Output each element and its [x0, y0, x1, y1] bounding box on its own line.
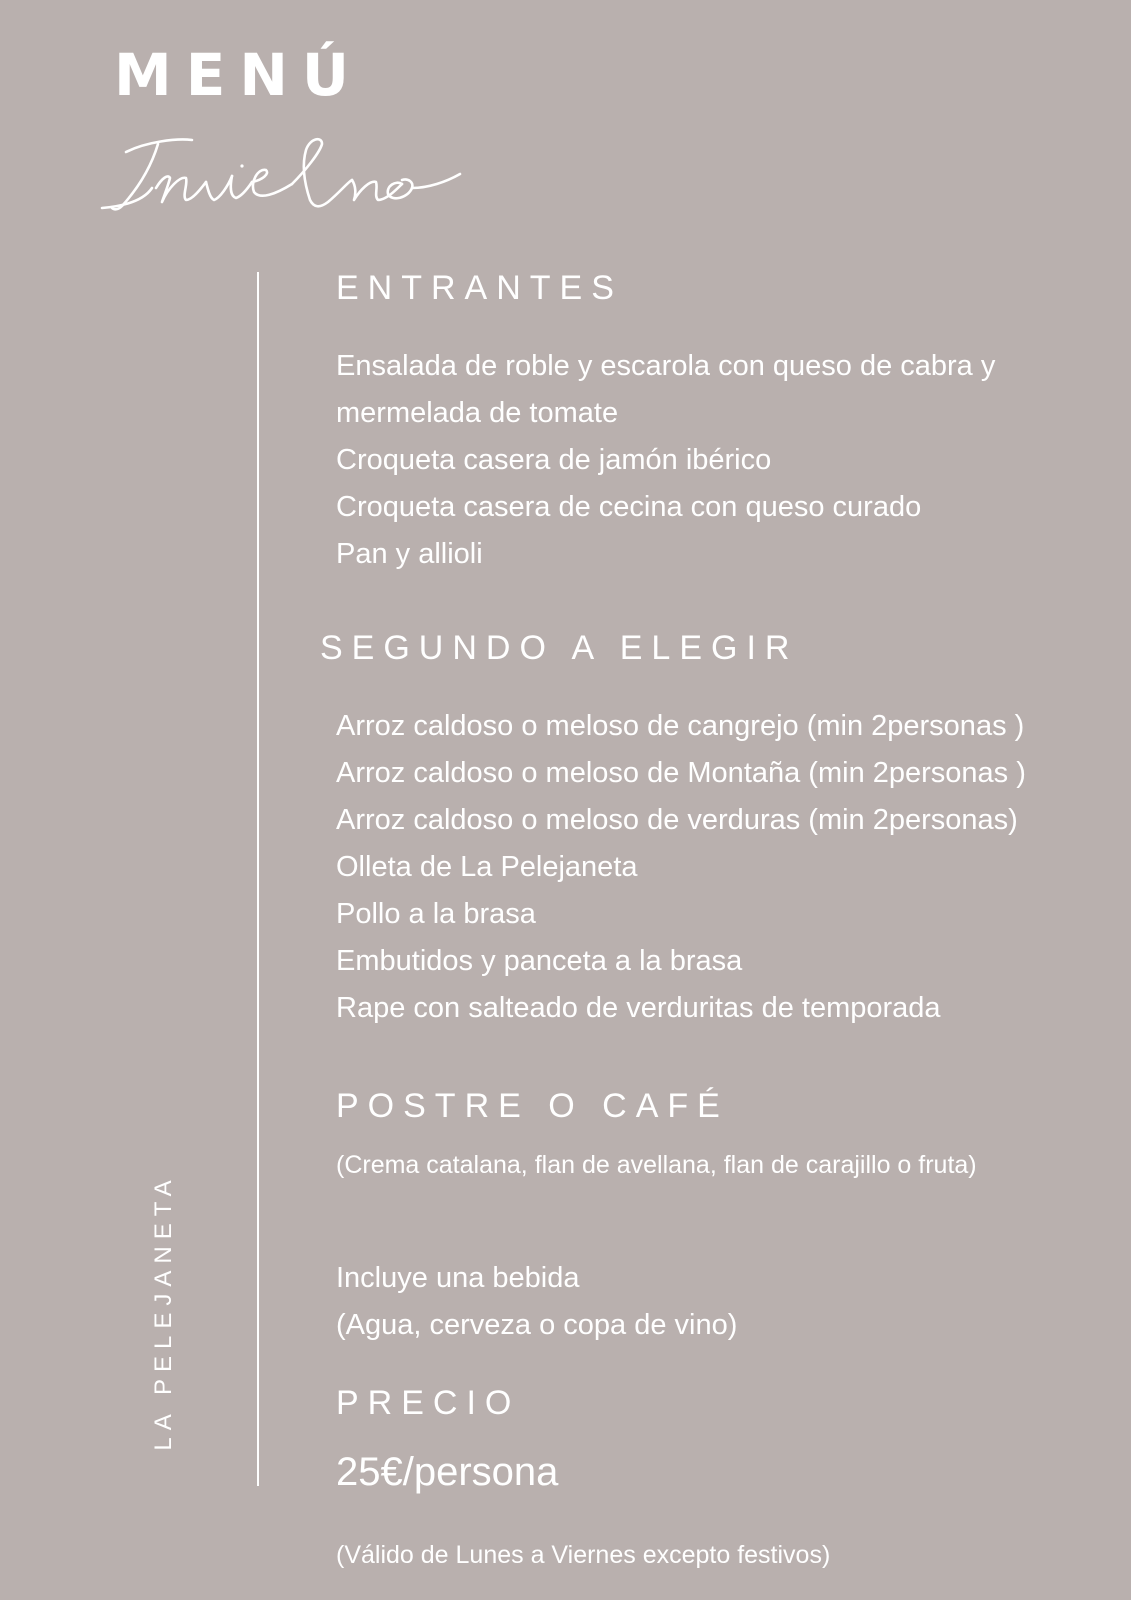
list-item: Croqueta casera de cecina con queso curado	[336, 491, 922, 523]
section-heading-entrantes: ENTRANTES	[336, 269, 623, 307]
list-item: Ensalada de roble y escarola con queso de cabra y	[336, 350, 996, 382]
list-item: Arroz caldoso o meloso de verduras (min 2personas)	[336, 804, 1018, 836]
section-heading-precio: PRECIO	[336, 1384, 521, 1422]
section-heading-postre: POSTRE O CAFÉ	[336, 1087, 729, 1125]
list-item: Croqueta casera de jamón ibérico	[336, 444, 772, 476]
list-item: mermelada de tomate	[336, 397, 619, 429]
restaurant-name-vertical: LA PELEJANETA	[150, 1173, 177, 1451]
section-heading-segundo: SEGUNDO A ELEGIR	[320, 629, 799, 667]
list-item: Rape con salteado de verduritas de temporada	[336, 992, 941, 1024]
price-value: 25€/persona	[336, 1450, 559, 1494]
segundo-list	[336, 703, 1026, 1032]
drink-included: Incluye una bebida	[336, 1262, 580, 1294]
validity-note: (Válido de Lunes a Viernes excepto festivos)	[336, 1541, 831, 1569]
list-item: Arroz caldoso o meloso de Montaña (min 2personas )	[336, 757, 1026, 789]
vertical-divider	[257, 272, 259, 1486]
list-item: Pollo a la brasa	[336, 898, 536, 930]
entrantes-list	[336, 343, 995, 578]
list-item: Embutidos y panceta a la brasa	[336, 945, 743, 977]
menu-title: MENÚ	[114, 41, 363, 109]
postre-options: (Crema catalana, flan de avellana, flan de carajillo o fruta)	[336, 1151, 977, 1179]
list-item: Arroz caldoso o meloso de cangrejo (min 2personas )	[336, 710, 1025, 742]
list-item: Pan y allioli	[336, 538, 483, 570]
invierno-script-logo	[96, 130, 466, 230]
drink-options: (Agua, cerveza o copa de vino)	[336, 1309, 738, 1341]
list-item: Olleta de La Pelejaneta	[336, 851, 638, 883]
